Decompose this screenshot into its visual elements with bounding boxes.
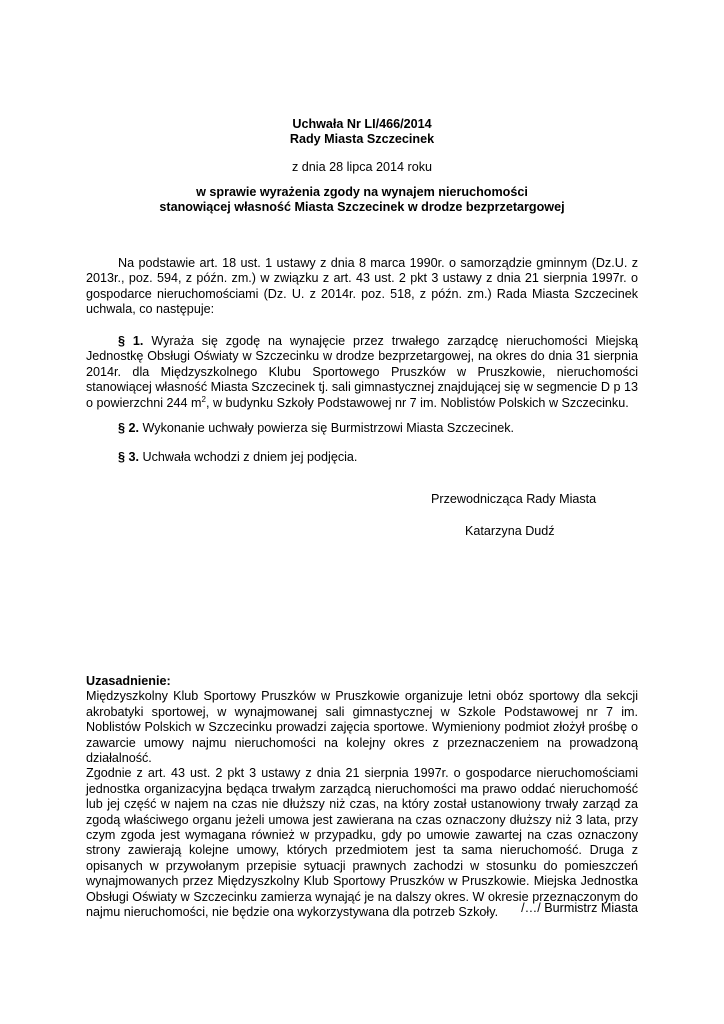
section-1 (86, 334, 638, 411)
section-2-paragraph (86, 421, 638, 436)
section-3 (86, 450, 638, 465)
section-2-label: § 2. (118, 421, 140, 435)
justification-heading: Uzasadnienie: (86, 674, 171, 688)
section-3-text: Uchwała wchodzi z dniem jej podjęcia. (142, 450, 358, 464)
justification-paragraph-2: Zgodnie z art. 43 ust. 2 pkt 3 ustawy z dnia 21 sierpnia 1997r. o gospodarce nieruchomościami jednostka organizacyjna będąca trwałym zarządcą nieruchomości ma prawo oddać nieruchomość lub jej część w najem na czas nie dłuższy niż czas, na który został ustanowiony trwały zarząd za zgodą właściwego organu jeżeli umowa jest zawierana na czas oznaczony dłuższy niż 3 lata, przy czym zgoda jest wymagana również w przypadku, gdy po umowie zawartej na czas oznaczony strony zawierają kolejne umowy, których przedmiotem jest ta sama nieruchomość. Druga z opisanych w przywołanym przepisie sytuacji prawnych zachodzi w stosunku do pomieszczeń wynajmowanych przez Międzyszkolny Klub Sportowy Pruszków w Pruszkowie. Miejska Jednostka Obsługi Oświaty w Szczecinku zamierza wynająć je na dalszy okres. W okresie przeznaczonym do najmu nieruchomości, nie będzie ona wykorzystywana dla potrzeb Szkoły. (86, 766, 638, 920)
subject-line-1: w sprawie wyrażenia zgody na wynajem nieruchomości (196, 185, 528, 199)
preamble (86, 256, 638, 318)
council-name: Rady Miasta Szczecinek (289, 132, 435, 146)
section-2 (86, 421, 638, 436)
signature-name: Katarzyna Dudź (465, 524, 555, 538)
subject-line-2: stanowiącej własność Miasta Szczecinek w drodze bezprzetargowej (159, 200, 565, 214)
section-1-text-after: , w budynku Szkoły Podstawowej nr 7 im. Noblistów Polskich w Szczecinku. (205, 395, 629, 410)
signature-role: Przewodnicząca Rady Miasta (431, 492, 597, 506)
section-1-paragraph (86, 334, 638, 411)
justification-paragraph-1: Międzyszkolny Klub Sportowy Pruszków w Pruszkowie organizuje letni obóz sportowy dla sekcji akrobatyki sportowej, w wynajmowanej sali gimnastycznej w Szkole Podstawowej nr 7 im. Noblistów Polskich w Szczecinku prowadzi zajęcia sportowe. Wymieniony podmiot złożył prośbę o zawarcie umowy najmu nieruchomości na kolejny okres z przeznaczeniem na prowadzoną działalność. (86, 689, 638, 766)
resolution-date: z dnia 28 lipca 2014 roku (291, 160, 433, 174)
area-unit-superscript: 2 (201, 394, 206, 404)
section-1-label: § 1. (118, 334, 144, 348)
section-3-paragraph (86, 450, 638, 465)
section-1-text: Wyraża się zgodę na wynajęcie przez trwałego zarządcę nieruchomości Miejską Jednostkę Obsługi Oświaty w Szczecinku w drodze bezprzetargowej, na okres do dnia 31 sierpnia 2014r. dla Międzyszkolnego Klubu Sportowego Pruszków w Pruszkowie, nieruchomości stanowiącej własność Miasta Szczecinek tj. sali gimnastycznej znajdującej się w segmencie D p 13 o powierzchni 244 m (86, 334, 639, 410)
section-2-text: Wykonanie uchwały powierza się Burmistrzowi Miasta Szczecinek. (142, 421, 515, 435)
section-3-label: § 3. (118, 450, 140, 464)
preamble-text: Na podstawie art. 18 ust. 1 ustawy z dnia 8 marca 1990r. o samorządzie gminnym (Dz.U. z 2013r., poz. 594, z późn. zm.) w związku z art. 43 ust. 2 pkt 3 ustawy z dnia 21 sierpnia 1997r. o gospodarce nieruchomościami (Dz. U. z 2014r. poz. 518, z późn. zm.) Rada Miasta Szczecinek uchwala, co następuje: (86, 256, 638, 317)
mayor-signature: /…/ Burmistrz Miasta (521, 901, 638, 915)
resolution-title: Uchwała Nr LI/466/2014 (292, 117, 432, 131)
justification (86, 674, 638, 921)
